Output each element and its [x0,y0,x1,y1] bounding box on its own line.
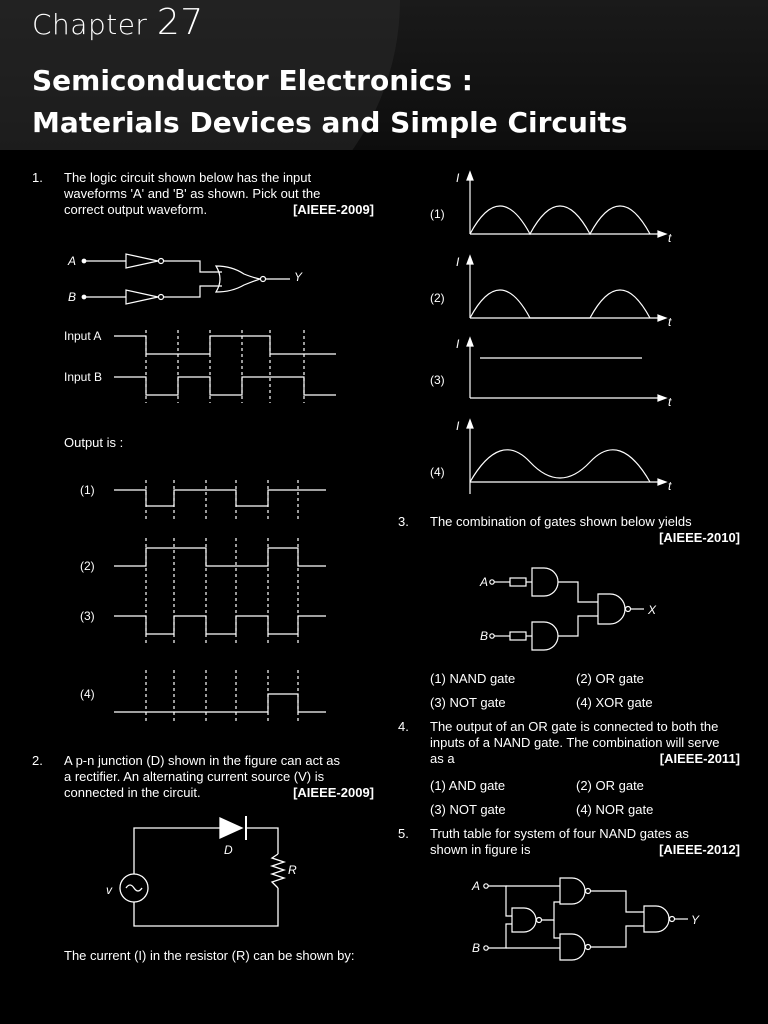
chapter-word: Chapter [32,8,148,41]
input-b: Input B [64,370,103,384]
option-4-label: (4) [80,687,95,701]
q3-option-1[interactable]: (1) NAND gate [430,671,516,686]
title-line-1: Semiconductor Electronics : [32,64,473,97]
exam-tag: [AIEEE-2012] [659,842,740,857]
q2-graph-options [430,168,740,498]
question-5 [398,826,740,860]
text-line [64,202,374,218]
output-y-label: Y [294,270,303,284]
output-x-label: X [648,603,657,617]
exam-tag: [AIEEE-2009] [293,785,374,800]
q4-option-1[interactable]: (1) AND gate [430,778,506,793]
question-text [64,170,374,218]
input-a-text [64,329,101,343]
option-1-label: (1) [80,483,95,497]
text-line-3: as a [430,751,455,766]
text-line [430,842,740,858]
text-line: The logic circuit shown below has the input [64,170,312,185]
q3-gate-circuit [478,562,678,652]
question-text [430,514,740,546]
text-line [430,751,740,767]
source-label: v [106,883,112,897]
text-line: a rectifier. An alternating current source (V) is [64,769,325,784]
graph-4-label: (4) [430,465,445,479]
text-line: The output of an OR gate is connected to both the [430,719,719,734]
text-line [64,785,374,801]
title-line-2: Materials Devices and Simple Circuits [32,106,628,139]
graph-3-label: (3) [430,373,445,387]
q1-input-waveforms [64,325,354,405]
q5-nand-circuit [470,872,710,968]
option-2-label: (2) [80,559,95,573]
axis-t-label: t [668,231,672,245]
question-text [64,753,374,801]
axis-t-label: t [668,395,672,409]
text-line: Truth table for system of four NAND gates as [430,826,689,841]
question-3 [398,514,740,548]
axis-t-label: t [668,479,672,493]
question-2 [32,753,374,803]
chapter-title [32,60,628,144]
text-line: A p-n junction (D) shown in the figure can act as [64,753,341,768]
text-line: waveforms 'A' and 'B' as shown. Pick out the [64,186,321,201]
question-number: 3. [398,514,409,529]
input-b-text [64,370,102,384]
question-text [430,719,740,767]
graph-2-label: (2) [430,291,445,305]
q3-option-3[interactable]: (3) NOT gate [430,695,506,710]
exam-tag: [AIEEE-2010] [659,530,740,545]
text-line: The combination of gates shown below yields [430,514,692,529]
input-b-label: B [472,941,481,955]
text-line-3: correct output waveform. [64,202,208,217]
output-y-label: Y [691,913,700,927]
q4-option-3[interactable]: (3) NOT gate [430,802,506,817]
axis-i-label: I [456,171,460,185]
output-is-label: Output is : [64,435,124,450]
chapter-number: 27 [156,2,204,43]
chapter-header [0,0,768,150]
exam-tag: [AIEEE-2009] [293,202,374,217]
input-a-label: A [472,879,481,893]
q1-output-options [64,470,354,730]
q2-footer-text: The current (I) in the resistor (R) can be shown by: [64,948,355,963]
question-number: 5. [398,826,409,841]
resistor-label: R [288,863,297,877]
question-4 [398,719,740,771]
q4-option-2[interactable]: (2) OR gate [576,778,644,793]
exam-tag: [AIEEE-2011] [659,751,740,766]
axis-t-label: t [668,315,672,329]
text-line-2: shown in figure is [430,842,531,857]
axis-i-label: I [456,337,460,351]
question-number: 2. [32,753,43,768]
diode-label: D [224,843,233,857]
question-number: 4. [398,719,409,734]
q1-logic-circuit [64,250,324,310]
graph-1-label: (1) [430,207,445,221]
input-a: Input A [64,329,102,343]
input-a-label: A [68,254,77,268]
q3-option-4[interactable]: (4) XOR gate [576,695,653,710]
input-b-label: B [68,290,77,304]
q2-rectifier-circuit [100,812,320,932]
q4-option-4[interactable]: (4) NOR gate [576,802,654,817]
q3-option-2[interactable]: (2) OR gate [576,671,644,686]
question-text [430,826,740,858]
option-3-label: (3) [80,609,95,623]
input-b-label: B [480,629,489,643]
axis-i-label: I [456,419,460,433]
text-line-3: connected in the circuit. [64,785,201,800]
input-a-label: A [480,575,489,589]
chapter-label [32,2,204,43]
question-number: 1. [32,170,43,185]
axis-i-label: I [456,255,460,269]
text-line: inputs of a NAND gate. The combination will serve [430,735,720,750]
text-line [430,530,740,546]
question-1 [32,170,374,230]
